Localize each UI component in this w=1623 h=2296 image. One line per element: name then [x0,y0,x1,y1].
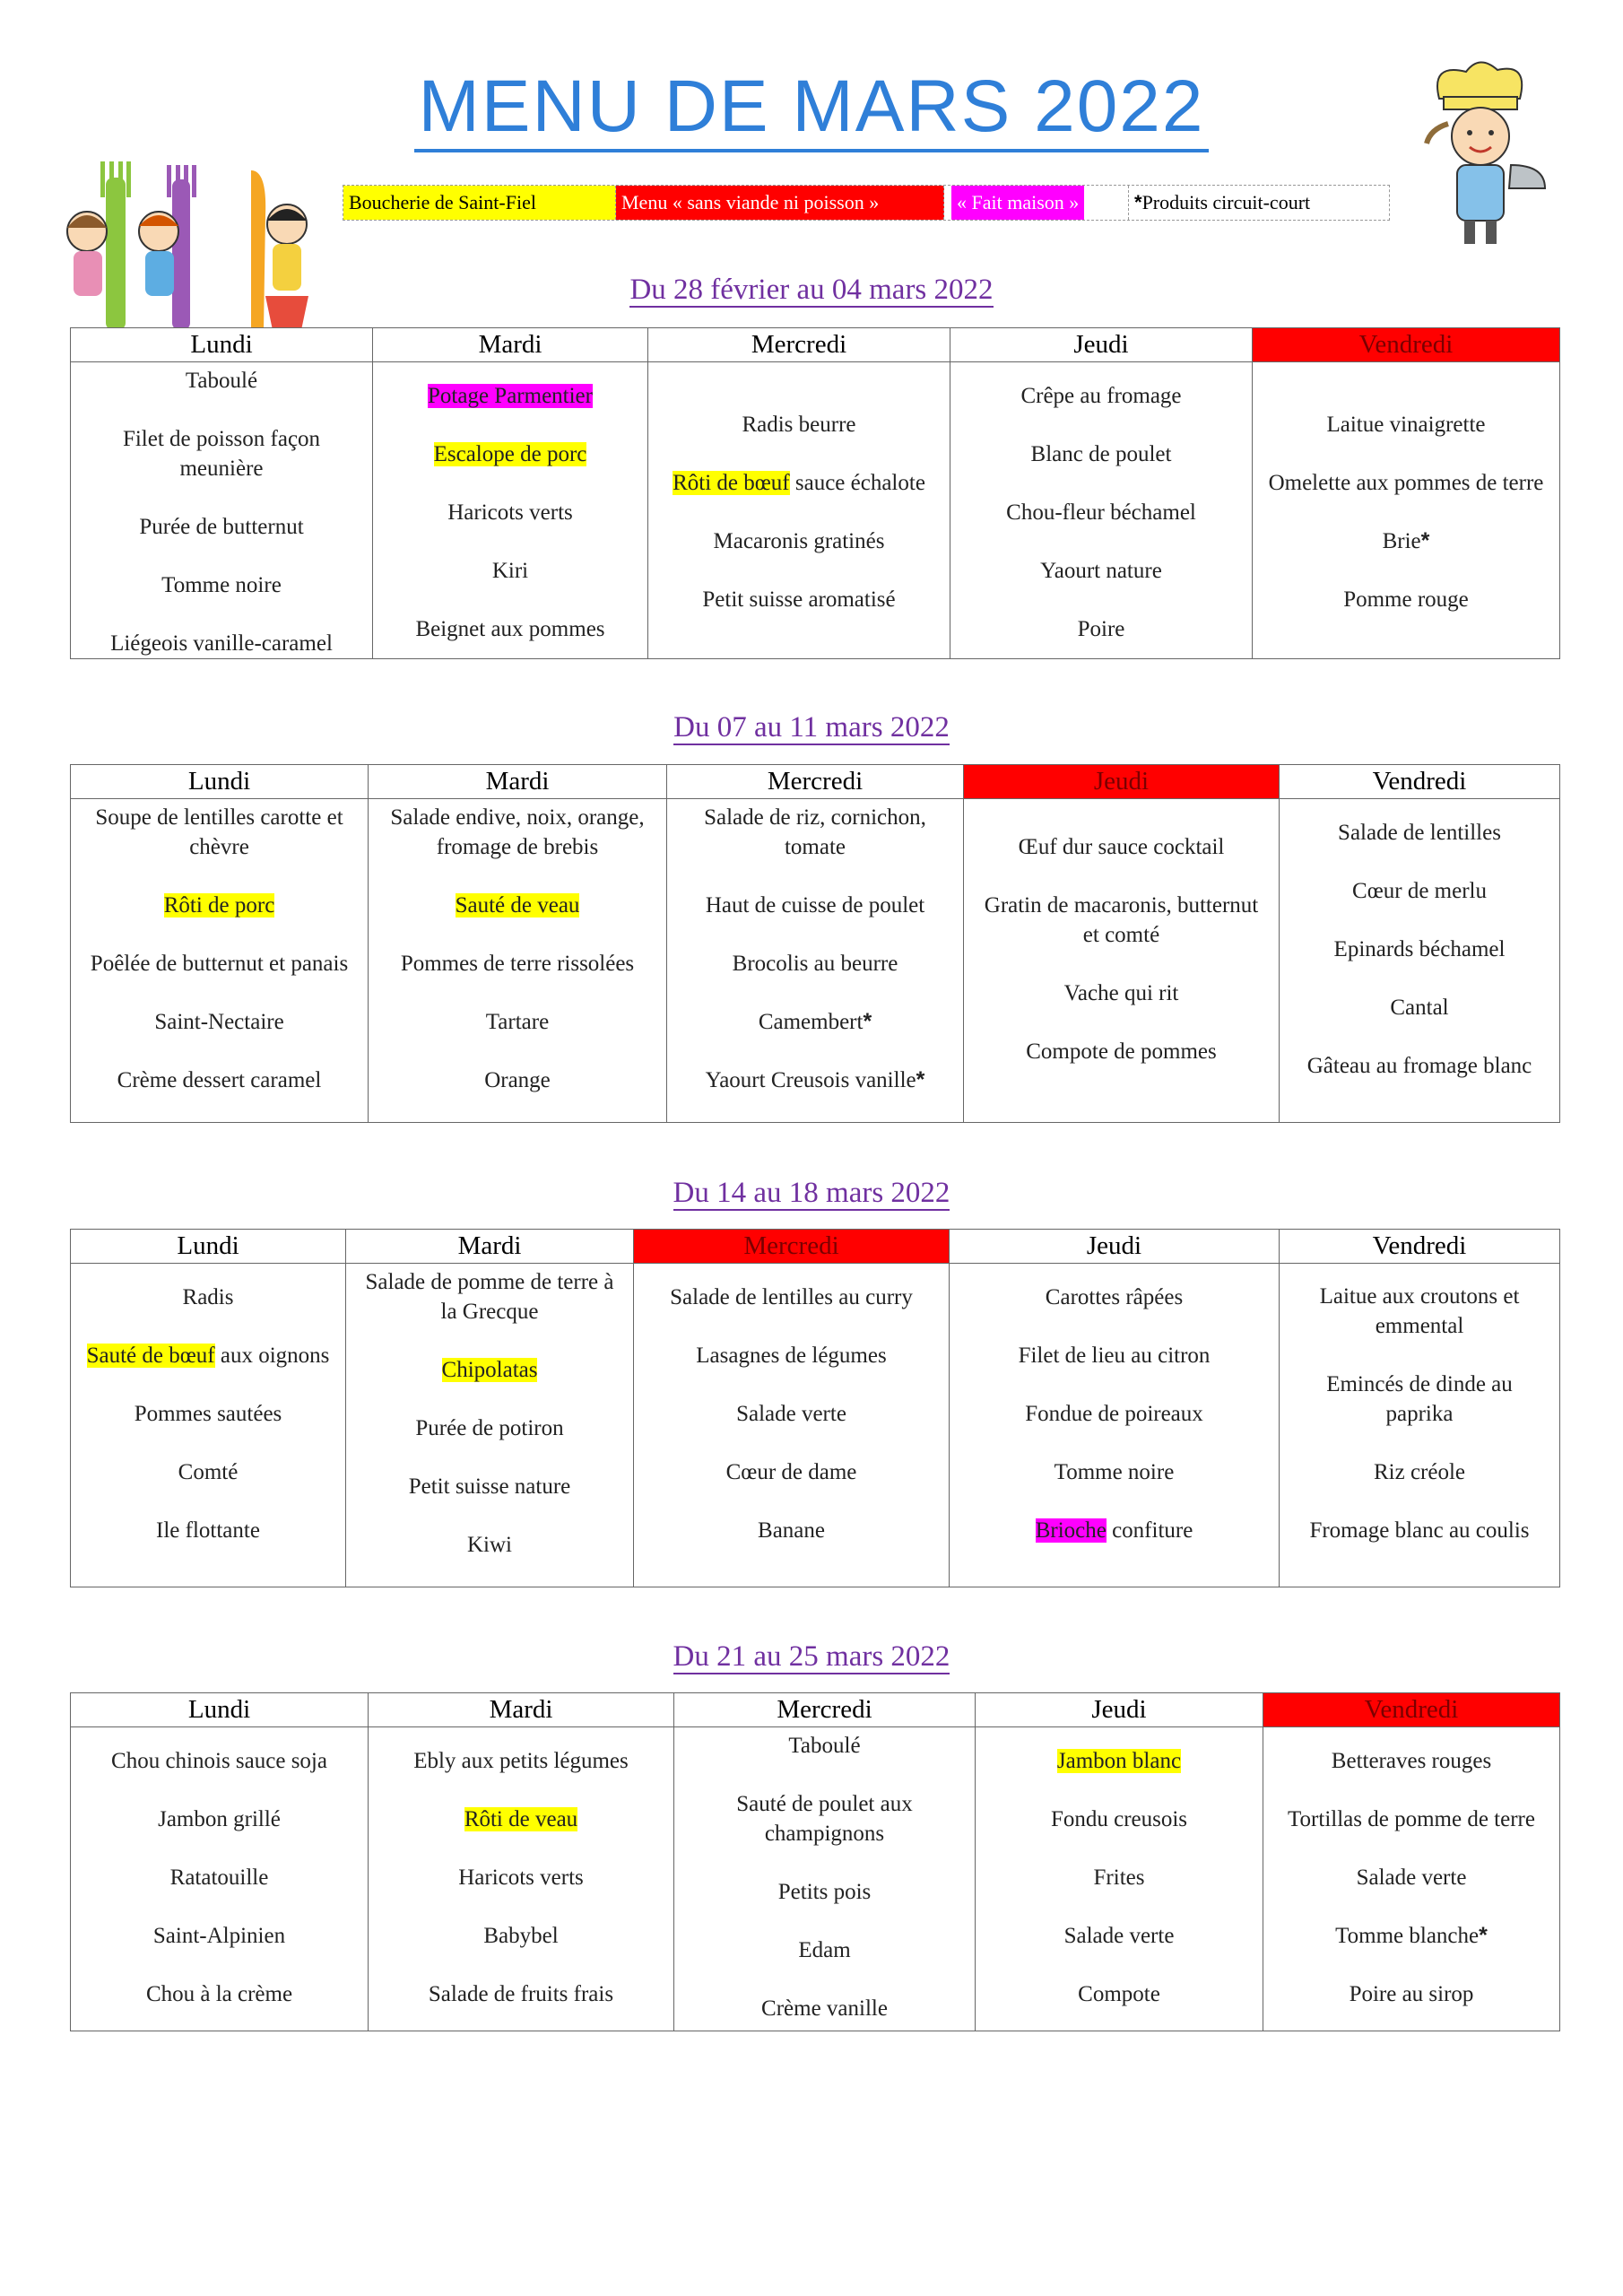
dish-item: Rôti de bœuf sauce échalote [673,471,925,495]
dish-item: Epinards béchamel [1333,936,1506,961]
dish-item: Salade de lentilles au curry [670,1284,913,1309]
dish-item: Yaourt Creusois vanille* [705,1067,925,1092]
legend-no-meat: Menu « sans viande ni poisson » [616,186,944,220]
legend-homemade: « Fait maison » [951,186,1084,220]
dish-item: Poire [1077,616,1125,641]
dish-item: Ebly aux petits légumes [413,1748,629,1773]
dish-item: Ratatouille [169,1865,269,1890]
dish-item: Babybel [483,1923,559,1948]
dish-item: Betteraves rouges [1331,1748,1492,1773]
dish-item: Crème dessert caramel [117,1068,322,1092]
legend [343,185,1390,221]
day-menu-cell [1253,362,1560,659]
day-menu-cell [373,362,648,659]
day-menu-cell [648,362,950,659]
day-header-jeudi: Jeudi [950,328,1253,362]
dish-item: Chou à la crème [145,1981,293,2006]
legend-butcher: Boucherie de Saint-Fiel [343,186,616,220]
dish-item: Omelette aux pommes de terre [1268,471,1544,495]
day-menu-cell [71,362,373,659]
dish-item: Taboulé [788,1734,861,1758]
dish-item: Salade de pomme de terre à la Grecque [365,1270,614,1324]
day-header-mardi: Mardi [373,328,648,362]
dish-item: Cœur de merlu [1352,878,1487,903]
dish-item: Petit suisse aromatisé [702,587,896,612]
dish-item: Carottes râpées [1045,1284,1184,1309]
dish-item: Fondue de poireaux [1025,1401,1203,1426]
dish-item: Liégeois vanille-caramel [110,631,333,656]
dish-item: Jambon blanc [1056,1748,1182,1773]
dish-item: Ile flottante [156,1518,260,1543]
page-title: MENU DE MARS 2022 [0,65,1623,149]
week-title: Du 21 au 25 mars 2022 [673,1640,950,1673]
dish-item: Soupe de lentilles carotte et chèvre [95,805,343,859]
week-menu-table [70,1229,1560,1587]
dish-item: Radis [182,1284,234,1309]
dish-item: Compote [1078,1981,1160,2006]
day-menu-cell [369,799,667,1123]
day-header-mercredi: Mercredi [634,1230,950,1264]
dish-item: Chou chinois sauce soja [111,1748,327,1773]
dish-item: Rôti de porc [163,893,275,918]
dish-item: Radis beurre [742,413,856,437]
day-header-jeudi: Jeudi [976,1693,1263,1727]
dish-item: Salade endive, noix, orange, fromage de brebis [390,805,645,859]
dish-item: Edam [798,1938,851,1962]
dish-item: Laitue aux croutons et emmental [1319,1284,1520,1338]
dish-item: Tartare [485,1010,550,1034]
day-header-mercredi: Mercredi [667,765,964,799]
dish-item: Salade verte [1063,1923,1175,1948]
dish-item: Compote de pommes [1026,1039,1217,1064]
dish-item: Lasagnes de légumes [696,1343,887,1368]
week-menu-table [70,327,1560,659]
day-header-vendredi: Vendredi [1253,328,1560,362]
dish-item: Gâteau au fromage blanc [1306,1053,1532,1078]
day-header-mardi: Mardi [369,765,667,799]
dish-item: Kiri [491,558,529,583]
dish-item: Potage Parmentier [428,383,593,408]
dish-item: Taboulé [185,369,258,393]
dish-item: Cantal [1390,995,1449,1020]
dish-item: Camembert* [758,1009,872,1034]
day-header-mardi: Mardi [369,1693,674,1727]
dish-item: Emincés de dinde au paprika [1326,1372,1513,1426]
day-header-mercredi: Mercredi [674,1693,976,1727]
day-menu-cell [71,799,369,1123]
dish-item: Purée de potiron [415,1416,564,1440]
dish-item: Gratin de macaronis, butternut et comté [984,892,1259,947]
day-header-lundi: Lundi [71,765,369,799]
day-header-mercredi: Mercredi [648,328,950,362]
legend-local: *Produits circuit-court [1129,186,1389,220]
dish-item: Frites [1093,1865,1145,1890]
legend-homemade-cell [944,186,1129,220]
dish-item: Tomme blanche* [1335,1922,1488,1948]
dish-item: Laitue vinaigrette [1326,413,1486,437]
dish-item: Salade de riz, cornichon, tomate [704,805,926,859]
dish-item: Pommes sautées [134,1401,282,1426]
week-title: Du 14 au 18 mars 2022 [673,1177,950,1209]
day-header-vendredi: Vendredi [1280,765,1560,799]
dish-item: Kiwi [467,1533,512,1557]
dish-item: Macaronis gratinés [713,529,885,553]
dish-item: Pommes de terre rissolées [400,952,635,976]
dish-item: Chipolatas [441,1358,538,1382]
day-menu-cell [964,799,1280,1123]
dish-item: Saint-Nectaire [154,1010,284,1034]
dish-item: Yaourt nature [1040,558,1162,583]
day-header-lundi: Lundi [71,1693,369,1727]
day-menu-cell [346,1264,634,1587]
week-title: Du 28 février au 04 mars 2022 [629,274,994,306]
dish-item: Œuf dur sauce cocktail [1018,834,1225,859]
dish-item: Filet de lieu au citron [1018,1343,1211,1368]
dish-item: Tomme noire [1054,1459,1175,1484]
dish-item: Fromage blanc au coulis [1309,1518,1530,1543]
dish-item: Escalope de porc [433,441,587,466]
week-menu-table [70,1692,1560,2031]
day-header-lundi: Lundi [71,1230,346,1264]
dish-item: Crêpe au fromage [1020,383,1182,408]
dish-item: Chou-fleur béchamel [1006,500,1196,525]
dish-item: Fondu creusois [1050,1806,1188,1831]
week-title: Du 07 au 11 mars 2022 [673,711,950,744]
day-menu-cell [369,1727,674,2031]
dish-item: Riz créole [1373,1460,1466,1484]
dish-item: Banane [758,1518,825,1543]
dish-item: Blanc de poulet [1030,441,1172,466]
dish-item: Poire au sirop [1349,1981,1474,2006]
day-menu-cell [667,799,964,1123]
day-menu-cell [1280,799,1560,1123]
dish-item: Brie* [1382,528,1430,553]
dish-item: Salade de fruits frais [428,1981,614,2006]
dish-item: Rôti de veau [464,1806,578,1831]
dish-item: Brocolis au beurre [732,952,898,976]
dish-item: Sauté de veau [455,893,580,918]
day-header-lundi: Lundi [71,328,373,362]
dish-item: Salade verte [1356,1865,1467,1890]
dish-item: Orange [484,1068,551,1092]
dish-item: Vache qui rit [1063,980,1179,1005]
dish-item: Poêlée de butternut et panais [90,952,349,976]
dish-item: Filet de poisson façon meunière [122,427,321,481]
day-menu-cell [71,1264,346,1587]
dish-item: Pomme rouge [1343,587,1469,612]
dish-item: Brioche confiture [1035,1518,1193,1543]
day-header-mardi: Mardi [346,1230,634,1264]
day-menu-cell [1263,1727,1560,2031]
day-menu-cell [634,1264,950,1587]
dish-item: Petit suisse nature [408,1474,571,1499]
dish-item: Haricots verts [447,500,573,525]
child-chef-icon [1394,54,1556,247]
dish-item: Purée de butternut [139,515,304,539]
dish-item: Comté [178,1459,239,1484]
dish-item: Petits pois [777,1880,872,1904]
dish-item: Jambon grillé [158,1806,281,1831]
dish-item: Beignet aux pommes [415,616,605,641]
dish-item: Tortillas de pomme de terre [1288,1806,1535,1831]
dish-item: Sauté de bœuf aux oignons [86,1343,330,1368]
dish-item: Cœur de dame [725,1459,857,1484]
dish-item: Saint-Alpinien [152,1923,286,1948]
day-menu-cell [950,1264,1280,1587]
day-menu-cell [1280,1264,1560,1587]
dish-item: Salade verte [736,1401,846,1426]
dish-item: Haut de cuisse de poulet [705,893,925,918]
day-menu-cell [976,1727,1263,2031]
dish-item: Salade de lentilles [1338,820,1501,845]
day-header-vendredi: Vendredi [1263,1693,1560,1727]
day-header-vendredi: Vendredi [1280,1230,1560,1264]
dish-item: Crème vanille [761,1996,888,2021]
day-menu-cell [674,1727,976,2031]
day-menu-cell [950,362,1253,659]
dish-item: Tomme noire [161,573,282,597]
dish-item: Haricots verts [458,1865,584,1890]
dish-item: Sauté de poulet aux champignons [736,1792,913,1846]
day-menu-cell [71,1727,369,2031]
day-header-jeudi: Jeudi [964,765,1280,799]
week-menu-table [70,764,1560,1123]
day-header-jeudi: Jeudi [950,1230,1280,1264]
